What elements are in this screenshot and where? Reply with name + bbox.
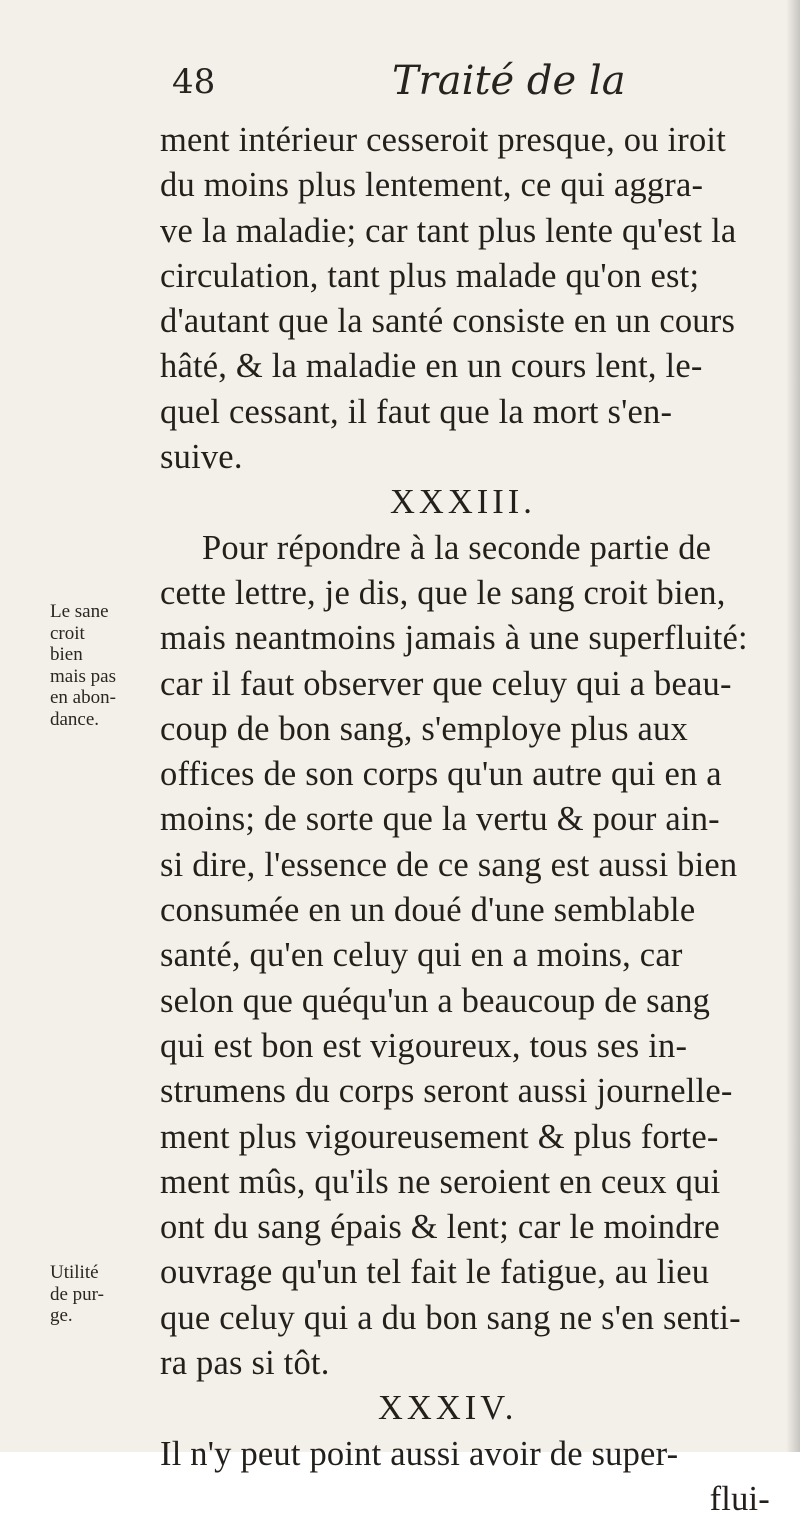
body-text xyxy=(160,118,780,1522)
margin-note-line: Utilité xyxy=(50,1262,99,1283)
text-line: ment mûs, qu'ils ne seroient en ceux qui xyxy=(160,1162,721,1201)
margin-note-line: croit xyxy=(50,622,85,644)
text-line: qui est bon est vigoureux, tous ses in- xyxy=(160,1026,688,1065)
margin-note-line: de pur- xyxy=(50,1283,104,1305)
text-line: si dire, l'essence de ce sang est aussi bien xyxy=(160,845,738,884)
text-line: cette lettre, je dis, que le sang croit bien, xyxy=(160,573,726,612)
text-line: santé, qu'en celuy qui en a moins, car xyxy=(160,936,683,975)
text-line: Pour répondre à la seconde partie de xyxy=(202,528,712,567)
catchword: flui- xyxy=(709,1479,770,1518)
section-heading: XXXIV. xyxy=(378,1389,518,1428)
text-line: d'autant que la santé consiste en un cours xyxy=(160,302,736,341)
margin-note xyxy=(50,1262,154,1327)
text-line: moins; de sorte que la vertu & pour ain- xyxy=(160,800,720,839)
text-line: coup de bon sang, s'employe plus aux xyxy=(160,709,688,748)
text-line: suive. xyxy=(160,438,243,477)
text-line: strumens du corps seront aussi journelle- xyxy=(160,1072,733,1111)
text-line: ouvrage qu'un tel fait le fatigue, au lieu xyxy=(160,1253,710,1292)
text-line: offices de son corps qu'un autre qui en a xyxy=(160,755,722,794)
text-line: ont du sang épais & lent; car le moindre xyxy=(160,1208,720,1247)
page-number: 48 xyxy=(172,62,216,102)
page-edge-shadow xyxy=(786,0,800,1452)
text-line: mais neantmoins jamais à une superfluité: xyxy=(160,619,748,658)
running-title: Traité de la xyxy=(392,58,626,104)
margin-note-line: ge. xyxy=(50,1305,73,1326)
text-line: consumée en un doué d'une semblable xyxy=(160,891,696,930)
text-line: selon que quéqu'un a beaucoup de sang xyxy=(160,981,711,1020)
section-heading: XXXIII. xyxy=(390,483,536,522)
text-line: que celuy qui a du bon sang ne s'en senti- xyxy=(160,1298,741,1337)
text-line: ve la maladie; car tant plus lente qu'est la xyxy=(160,211,737,250)
margin-note-line: Le sane xyxy=(50,601,109,622)
margin-note xyxy=(50,601,154,730)
text-line: circulation, tant plus malade qu'on est; xyxy=(160,256,700,295)
text-line: du moins plus lentement, ce qui aggra- xyxy=(160,166,704,205)
text-line: hâté, & la maladie en un cours lent, le- xyxy=(160,347,703,386)
margin-note-line: bien xyxy=(50,644,83,665)
margin-note-line: dance. xyxy=(50,708,100,730)
margin-note-line: mais pas xyxy=(50,665,116,687)
margin-note-line: en abon- xyxy=(50,687,116,708)
text-line: car il faut observer que celuy qui a beau- xyxy=(160,664,732,703)
text-line: ment intérieur cesseroit presque, ou iroit xyxy=(160,121,726,159)
text-line: ra pas si tôt. xyxy=(160,1344,330,1383)
text-line: Il n'y peut point aussi avoir de super- xyxy=(160,1434,679,1473)
text-line: quel cessant, il faut que la mort s'en- xyxy=(160,392,673,431)
text-line: ment plus vigoureusement & plus forte- xyxy=(160,1117,719,1156)
